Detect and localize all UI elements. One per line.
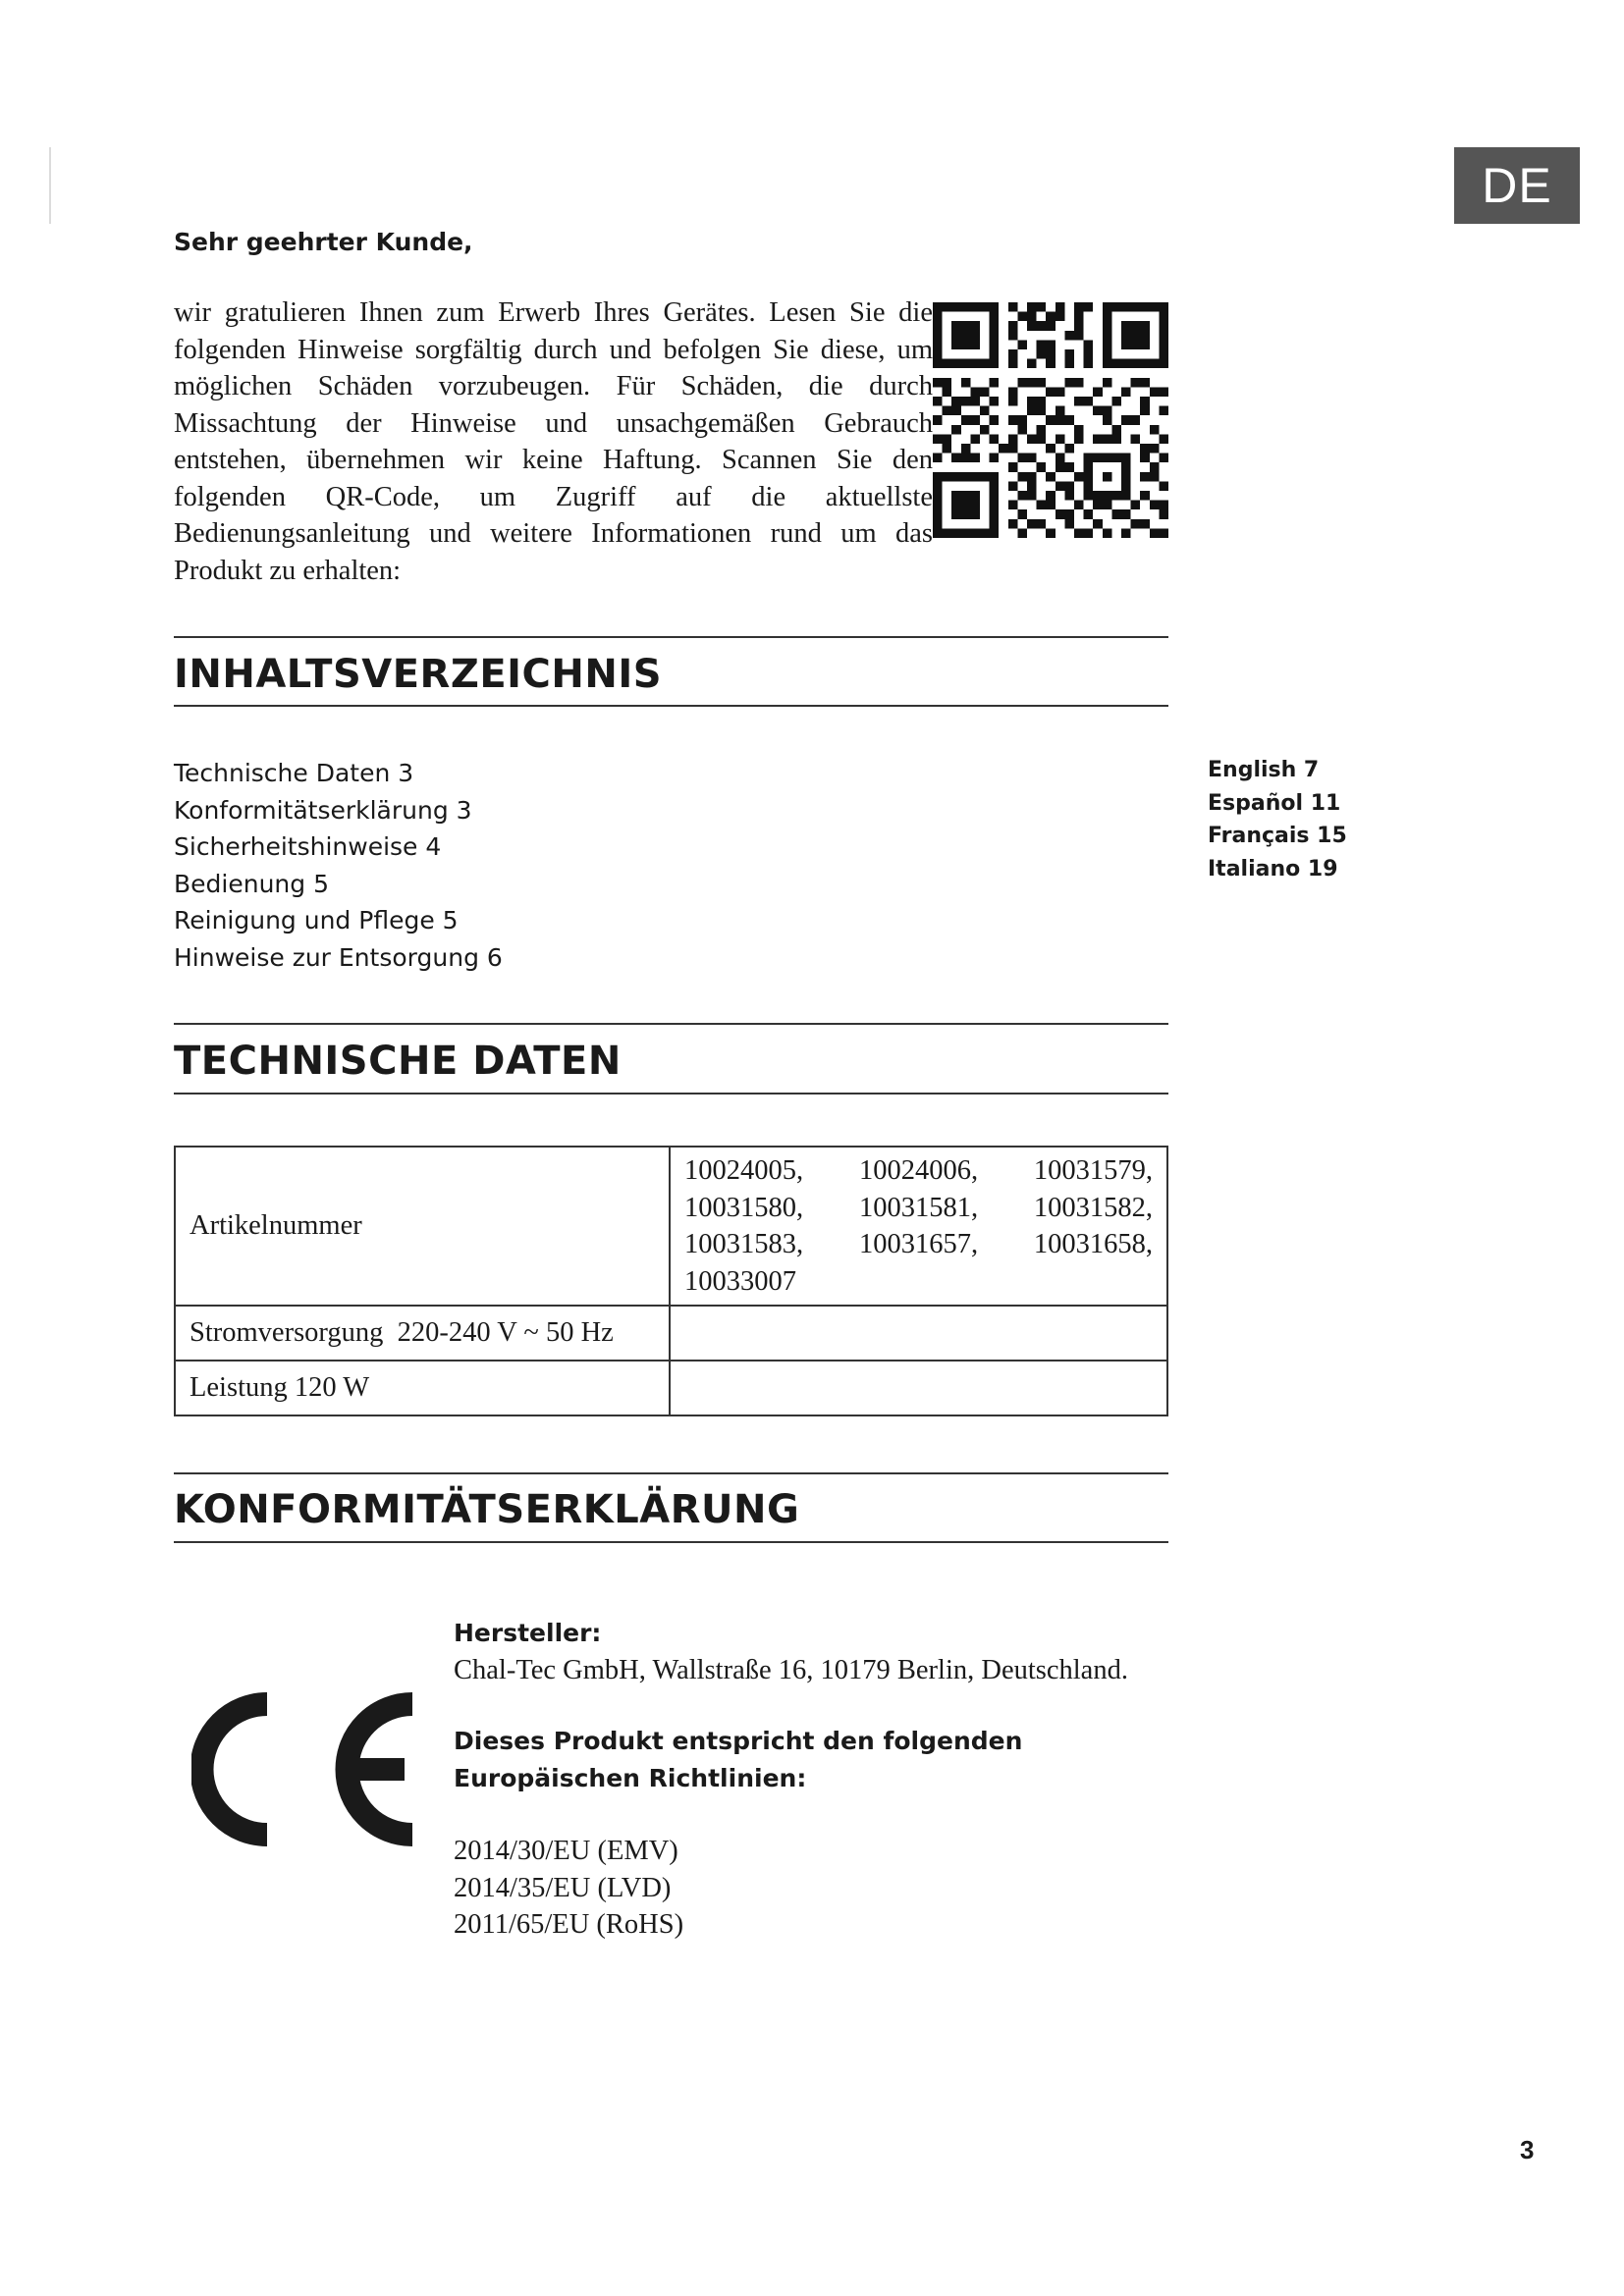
divider (174, 1472, 1168, 1474)
margin-line (49, 147, 51, 224)
toc-list (174, 755, 503, 976)
divider (174, 1541, 1168, 1543)
toc-item[interactable]: Sicherheitshinweise 4 (174, 832, 442, 861)
tech-title: TECHNISCHE DATEN (174, 1039, 622, 1084)
page-number: 3 (1520, 2135, 1535, 2164)
table-row (175, 1306, 1167, 1361)
toc-item[interactable]: Bedienung 5 (174, 869, 329, 898)
table-row (175, 1361, 1167, 1415)
table-cell-label: Artikelnummer (175, 1147, 670, 1306)
directive-item: 2014/35/EU (LVD) (454, 1872, 672, 1903)
toc-item[interactable]: Technische Daten 3 (174, 759, 414, 787)
toc-item[interactable]: Hinweise zur Entsorgung 6 (174, 942, 503, 972)
divider (174, 636, 1168, 638)
table-cell-label: Stromversorgung 220-240 V ~ 50 Hz (175, 1306, 670, 1361)
toc-item[interactable]: Reinigung und Pflege 5 (174, 906, 459, 934)
table-cell-label: Leistung 120 W (175, 1361, 670, 1415)
directives-list (454, 1833, 1180, 1944)
intro-paragraph: wir gratulieren Ihnen zum Erwerb Ihres Gerätes. Lesen Sie die folgenden Hinweise sorgfältig durch und befolgen Sie diese, um möglichen Schäden vorzubeugen. Für Schäden, die durch Missachtung der Hinweise und unsachgemäßen Gebrauch entstehen, übernehmen wir keine Haftung. Scannen Sie den folgenden QR-Code, um Zugriff auf die aktuellste Bedienungsanleitung und weitere Informationen rund um das Produkt zu erhalten: (174, 297, 933, 586)
table-cell-value (670, 1361, 1167, 1415)
toc-item[interactable]: Konformitätserklärung 3 (174, 795, 472, 825)
divider (174, 1093, 1168, 1095)
table-row (175, 1147, 1167, 1306)
directives-label: Dieses Produkt entspricht den folgenden Europäischen Richtlinien: (454, 1727, 1023, 1792)
ce-mark-icon (191, 1688, 417, 1850)
language-badge: DE (1454, 147, 1580, 224)
directive-item: 2014/30/EU (EMV) (454, 1836, 678, 1866)
toc-title: INHALTSVERZEICHNIS (174, 652, 663, 697)
salutation: Sehr geehrter Kunde, (174, 228, 473, 256)
language-list (1208, 754, 1347, 885)
table-cell-value (670, 1306, 1167, 1361)
spec-table (174, 1146, 1168, 1416)
directive-item: 2011/65/EU (RoHS) (454, 1909, 684, 1940)
conformity-block (454, 1615, 1180, 1944)
manufacturer-address: Chal-Tec GmbH, Wallstraße 16, 10179 Berlin, Deutschland. (454, 1654, 1128, 1685)
manufacturer-label: Hersteller: (454, 1619, 602, 1647)
conformity-title: KONFORMITÄTSERKLÄRUNG (174, 1487, 800, 1532)
qr-code-icon[interactable] (933, 300, 1168, 540)
table-cell-value: 10024005, 10024006, 10031579, 10031580, 10031581, 10031582, 10031583, 10031657, 10031658, 10033007 (670, 1147, 1167, 1306)
language-item[interactable]: Español 11 (1208, 790, 1341, 816)
language-item[interactable]: Français 15 (1208, 824, 1347, 848)
divider (174, 705, 1168, 707)
divider (174, 1023, 1168, 1025)
language-item[interactable]: Italiano 19 (1208, 856, 1338, 881)
language-item[interactable]: English 7 (1208, 758, 1320, 782)
